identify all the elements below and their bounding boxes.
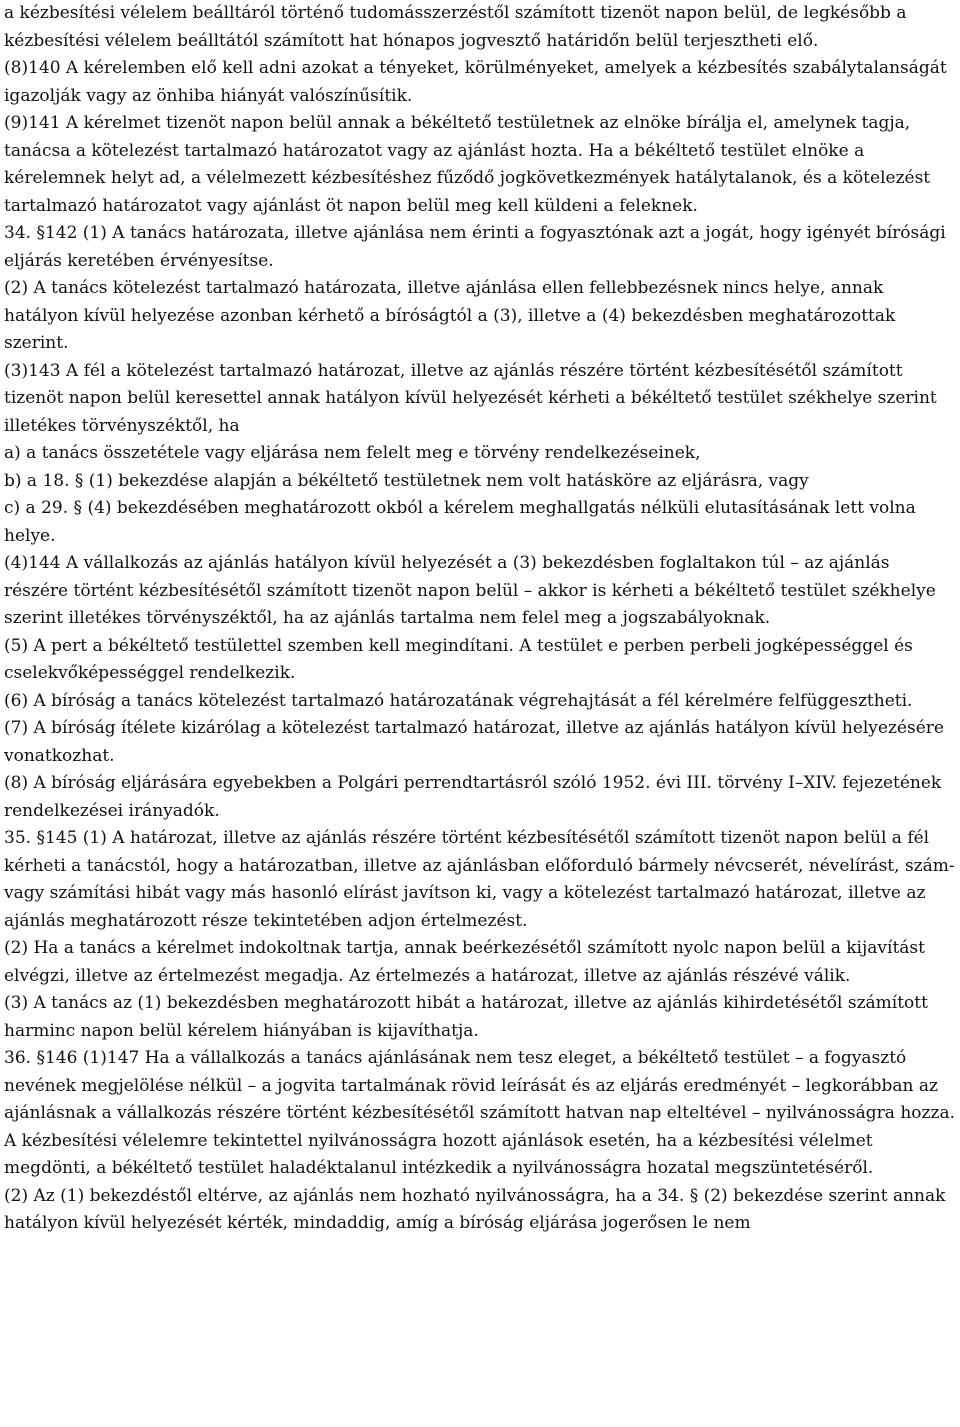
paragraph-34-2: (2) A tanács kötelezést tartalmazó határozata, illetve ajánlása ellen fellebbezésnek nincs helye, annak hatályon kívül helyezése azonban kérhető a bíróságtól a (3), illetve a (4) bekezdésben meghatározottak szerint. [4, 278, 896, 353]
paragraph-34-5: (5) A pert a békéltető testülettel szemben kell megindítani. A testület e perben perbeli jogképességgel és cselekvőképességgel rendelkezik. [4, 635, 913, 683]
paragraph-143-3: (3)143 A fél a kötelezést tartalmazó határozat, illetve az ajánlás részére történt kézbesítésétől számított tizenöt napon belül keresettel annak hatályon kívül helyezését kérheti a békéltető testület székhelye szerint illetékes törvényszéktől, ha [4, 360, 937, 436]
paragraph-143-point-c: c) a 29. § (4) bekezdésében meghatározott okból a kérelem meghallgatás nélküli elutasításának lett volna helye. [4, 498, 916, 546]
paragraph-35-3: (3) A tanács az (1) bekezdésben meghatározott hibát a határozat, illetve az ajánlás kihirdetésétől számított harminc napon belül kérelem hiányában is kijavíthatja. [4, 993, 928, 1041]
paragraph-35-145-1: 35. §145 (1) A határozat, illetve az ajánlás részére történt kézbesítésétől számított tizenöt napon belül a fél kérheti a tanácstól, hogy a határozatban, illetve az ajánlásban előforduló bármely névcserét, névelírást, szám- vagy számítási hibát vagy más hasonló elírást javítson ki, vagy a kötelezést tartalmazó határozat, illetve az ajánlás meghatározott része tekintetében adjon értelmezést. [4, 828, 955, 931]
paragraph-34-8: (8) A bíróság eljárására egyebekben a Polgári perrendtartásról szóló 1952. évi III. törvény I–XIV. fejezetének rendelkezései irányadók. [4, 773, 942, 821]
paragraph-36-2: (2) Az (1) bekezdéstől eltérve, az ajánlás nem hozható nyilvánosságra, ha a 34. § (2) bekezdése szerint annak hatályon kívül helyezését kérték, mindaddig, amíg a bíróság eljárása jogerősen le nem [4, 1185, 946, 1233]
paragraph-143-point-b: b) a 18. § (1) bekezdése alapján a békéltető testületnek nem volt hatásköre az eljárásra, vagy [4, 470, 809, 491]
paragraph-143-point-a: a) a tanács összetétele vagy eljárása nem felelt meg e törvény rendelkezéseinek, [4, 443, 701, 463]
paragraph-34-142-1: 34. §142 (1) A tanács határozata, illetve ajánlása nem érinti a fogyasztónak azt a jogát, hogy igényét bírósági eljárás keretében érvényesítse. [4, 223, 946, 271]
paragraph-34-7: (7) A bíróság ítélete kizárólag a kötelezést tartalmazó határozat, illetve az ajánlás hatályon kívül helyezésére vonatkozhat. [4, 718, 944, 766]
paragraph-141-9: (9)141 A kérelmet tizenöt napon belül annak a békéltető testületnek az elnöke bírálja el, amelynek tagja, tanácsa a kötelezést tartalmazó határozatot vagy az ajánlást hozta. Ha a békéltető testület elnöke a kérelemnek helyt ad, a vélelmezett kézbesítéshez fűződő jogkövetkezmények hatálytalanok, és a kötelezést tartalmazó határozatot vagy ajánlást öt napon belül meg kell küldeni a feleknek. [4, 113, 931, 216]
paragraph-34-6: (6) A bíróság a tanács kötelezést tartalmazó határozatának végrehajtását a fél kérelmére felfüggesztheti. [4, 690, 913, 711]
paragraph-140-8: (8)140 A kérelemben elő kell adni azokat a tényeket, körülményeket, amelyek a kézbesítés szabálytalanságát igazolják vagy az önhiba hiányát valószínűsítik. [4, 58, 947, 106]
paragraph-35-2: (2) Ha a tanács a kérelmet indokoltnak tartja, annak beérkezésétől számított nyolc napon belül a kijavítást elvégzi, illetve az értelmezést megadja. Az értelmezés a határozat, illetve az ajánlás részévé válik. [4, 938, 925, 986]
paragraph-delivery-presumption-deadline: a kézbesítési vélelem beálltáról történő tudomásszerzéstől számított tizenöt napon belül, de legkésőbb a kézbesítési vélelem beálltától számított hat hónapos jogvesztő határidőn belül terjesztheti elő. [4, 3, 907, 51]
paragraph-36-146-147-1: 36. §146 (1)147 Ha a vállalkozás a tanács ajánlásának nem tesz eleget, a békéltető testület – a fogyasztó nevének megjelölése nélkül – a jogvita tartalmának rövid leírását és az eljárás eredményét – legkorábban az ajánlásnak a vállalkozás részére történt kézbesítésétől számított hatvan nap elteltével – nyilvánosságra hozza. A kézbesítési vélelemre tekintettel nyilvánosságra hozott ajánlások esetén, ha a kézbesítési vélelmet megdönti, a békéltető testület haladéktalanul intézkedik a nyilvánosságra hozatal megszüntetéséről. [4, 1048, 955, 1178]
paragraph-144-4: (4)144 A vállalkozás az ajánlás hatályon kívül helyezését a (3) bekezdésben foglaltakon túl – az ajánlás részére történt kézbesítésétől számított tizenöt napon belül – akkor is kérheti a békéltető testület székhelye szerint illetékes törvényszéktől, ha az ajánlás tartalma nem felel meg a jogszabályoknak. [4, 553, 936, 628]
